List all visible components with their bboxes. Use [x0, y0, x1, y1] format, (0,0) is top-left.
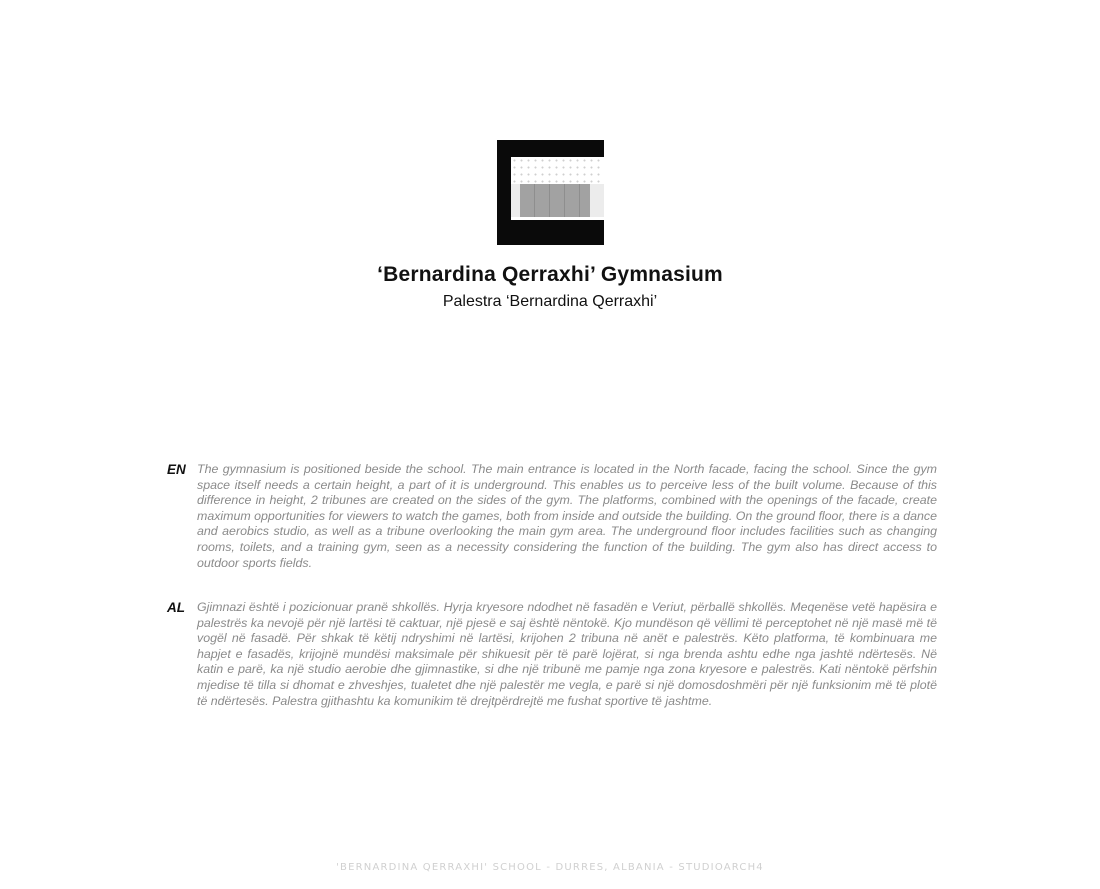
gymnasium-logo-icon	[497, 140, 604, 245]
logo-bottom-bar	[497, 220, 604, 245]
logo-perforated-facade	[511, 157, 604, 184]
logo-top-bar	[497, 140, 604, 157]
description-text-al: Gjimnazi është i pozicionuar pranë shkollës. Hyrja kryesore ndodhet në fasadën e Veriut, përballë shkollës. Meqenëse vetë hapësira e palestrës ka nevojë për një lartësi të caktuar, një pjesë e saj është nëntokë. Kjo mundëson që vëllimi të perceptohet në një masë më të vogël në fasadë. Për shkak të këtij ndryshimi në lartësi, krijohen 2 tribuna në anët e palestrës. Këto platforma, të kombinuara me hapjet e fasadës, krijojnë mundësi maksimale për shikuesit për të parë lojërat, si nga brenda ashtu edhe nga jashtë ndërtesës. Në katin e parë, ka një studio aerobie dhe gjimnastike, si dhe një tribunë me pamje nga zona kryesore e palestrës. Kati nëntokë përfshin mjedise të tilla si dhomat e zhveshjes, tualetet dhe një palestër me vegla, e parë si një domosdoshmëri për një funksionim më të plotë të ndërtesës. Palestra gjithashtu ka komunikim të drejtpërdrejtë me fushat sportive të jashtme.	[197, 600, 937, 708]
description-text-en: The gymnasium is positioned beside the school. The main entrance is located in the North facade, facing the school. Since the gym space itself needs a certain height, a part of it is underground. This enables us to perceive less of the built volume. Because of this difference in height, 2 tribunes are created on the sides of the gym. The platforms, combined with the openings of the facade, create maximum opportunities for viewers to watch the games, both from inside and outside the building. On the ground floor, there is a dance and aerobics studio, as well as a tribune overlooking the main gym area. The underground floor includes facilities such as changing rooms, toilets, and a training gym, seen as a necessity considering the function of the building. The gym also has direct access to outdoor sports fields.	[197, 462, 937, 570]
language-label-al: AL	[167, 600, 185, 615]
footer-credit: 'BERNARDINA QERRAXHI' SCHOOL - DURRES, ALBANIA - STUDIOARCH4	[336, 862, 764, 873]
language-label-en: EN	[167, 462, 186, 477]
logo-left-bar	[497, 140, 511, 220]
logo-glazing-panels	[520, 184, 590, 217]
page-subtitle: Palestra ‘Bernardina Qerraxhi’	[442, 293, 658, 310]
page-title: ‘Bernardina Qerraxhi’ Gymnasium	[377, 263, 723, 286]
